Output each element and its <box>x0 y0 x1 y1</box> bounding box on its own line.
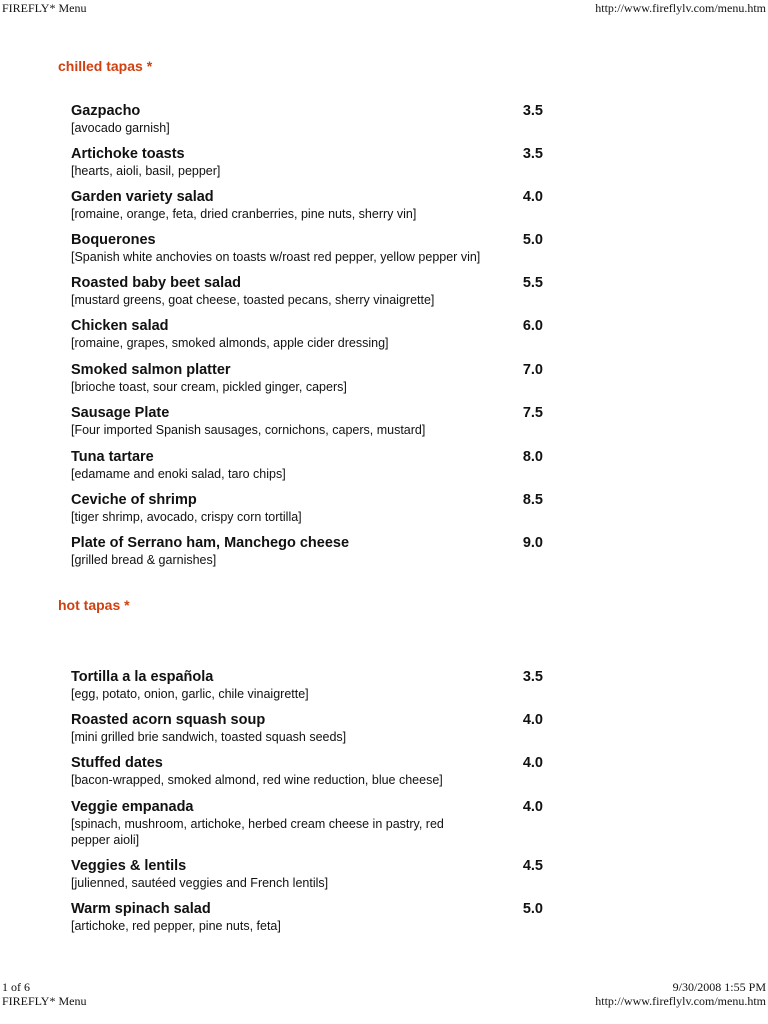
section-title-chilled: chilled tapas * <box>58 58 153 74</box>
section-title-hot: hot tapas * <box>58 597 130 613</box>
item-price: 3.5 <box>522 669 543 685</box>
item-price: 3.5 <box>522 146 543 162</box>
item-description: [edamame and enoki salad, taro chips] <box>71 467 286 481</box>
footer-title: FIREFLY* Menu <box>2 994 87 1008</box>
item-name: Warm spinach salad <box>71 901 211 917</box>
menu-item <box>71 755 543 788</box>
item-name: Stuffed dates <box>71 755 163 771</box>
item-name: Garden variety salad <box>71 189 214 205</box>
item-name: Plate of Serrano ham, Manchego cheese <box>71 535 350 551</box>
item-name: Roasted baby beet salad <box>71 275 242 291</box>
menu-item <box>71 189 543 222</box>
item-description: [romaine, orange, feta, dried cranberries, pine nuts, sherry vin] <box>71 207 417 221</box>
item-price: 5.5 <box>522 275 543 291</box>
item-price: 4.0 <box>522 189 543 205</box>
item-name: Ceviche of shrimp <box>71 492 197 508</box>
header-title: FIREFLY* Menu <box>2 1 87 15</box>
menu-item <box>71 901 543 934</box>
item-description: [mini grilled brie sandwich, toasted squash seeds] <box>71 730 347 744</box>
item-description: [artichoke, red pepper, pine nuts, feta] <box>71 919 281 933</box>
page-number: 1 of 6 <box>2 980 30 994</box>
item-name: Artichoke toasts <box>71 146 185 162</box>
item-description: [spinach, mushroom, artichoke, herbed cream cheese in pastry, red pepper aioli] <box>71 817 444 847</box>
footer-url: http://www.fireflylv.com/menu.htm <box>595 994 766 1008</box>
item-description: [romaine, grapes, smoked almonds, apple cider dressing] <box>71 336 389 350</box>
item-price: 4.5 <box>522 858 543 874</box>
print-timestamp: 9/30/2008 1:55 PM <box>672 980 766 994</box>
item-price: 4.0 <box>522 712 543 728</box>
item-description: [Four imported Spanish sausages, cornichons, capers, mustard] <box>71 423 426 437</box>
item-price: 8.5 <box>522 492 543 508</box>
item-price: 3.5 <box>522 103 543 119</box>
item-price: 4.0 <box>522 755 543 771</box>
menu-item <box>71 799 543 848</box>
item-price: 7.0 <box>522 362 543 378</box>
item-description: [julienned, sautéed veggies and French lentils] <box>71 876 329 890</box>
menu-item <box>71 712 543 745</box>
item-name: Tuna tartare <box>71 449 154 465</box>
menu-item <box>71 146 543 179</box>
item-description: [mustard greens, goat cheese, toasted pecans, sherry vinaigrette] <box>71 293 435 307</box>
menu-item <box>71 232 543 265</box>
item-description: [grilled bread & garnishes] <box>71 553 217 567</box>
menu-item <box>71 492 543 525</box>
menu-item <box>71 535 543 568</box>
menu-item <box>71 858 543 891</box>
item-price: 6.0 <box>522 318 543 334</box>
item-name: Chicken salad <box>71 318 169 334</box>
menu-item <box>71 449 543 482</box>
menu-item <box>71 103 543 136</box>
header-url: http://www.fireflylv.com/menu.htm <box>595 1 766 15</box>
item-price: 7.5 <box>522 405 543 421</box>
item-description: [tiger shrimp, avocado, crispy corn tortilla] <box>71 510 302 524</box>
menu-item <box>71 669 543 702</box>
page-footer <box>0 980 768 1008</box>
item-name: Gazpacho <box>71 103 141 119</box>
item-price: 8.0 <box>522 449 543 465</box>
menu-item <box>71 318 543 351</box>
item-price: 9.0 <box>522 535 543 551</box>
item-name: Veggie empanada <box>71 799 194 815</box>
item-name: Boquerones <box>71 232 156 248</box>
page-header <box>0 0 768 16</box>
item-description: [bacon-wrapped, smoked almond, red wine reduction, blue cheese] <box>71 773 443 787</box>
item-description: [brioche toast, sour cream, pickled ginger, capers] <box>71 380 347 394</box>
item-description: [avocado garnish] <box>71 121 170 135</box>
item-name: Veggies & lentils <box>71 858 187 874</box>
item-name: Sausage Plate <box>71 405 170 421</box>
item-description: [Spanish white anchovies on toasts w/roast red pepper, yellow pepper vin] <box>71 250 481 264</box>
item-name: Roasted acorn squash soup <box>71 712 266 728</box>
menu-item <box>71 405 543 438</box>
menu-item <box>71 275 543 308</box>
menu-item <box>71 362 543 395</box>
item-price: 5.0 <box>522 232 543 248</box>
item-price: 4.0 <box>522 799 543 815</box>
item-description: [egg, potato, onion, garlic, chile vinaigrette] <box>71 687 309 701</box>
item-description: [hearts, aioli, basil, pepper] <box>71 164 221 178</box>
item-name: Smoked salmon platter <box>71 362 231 378</box>
item-price: 5.0 <box>522 901 543 917</box>
item-name: Tortilla a la española <box>71 669 214 685</box>
